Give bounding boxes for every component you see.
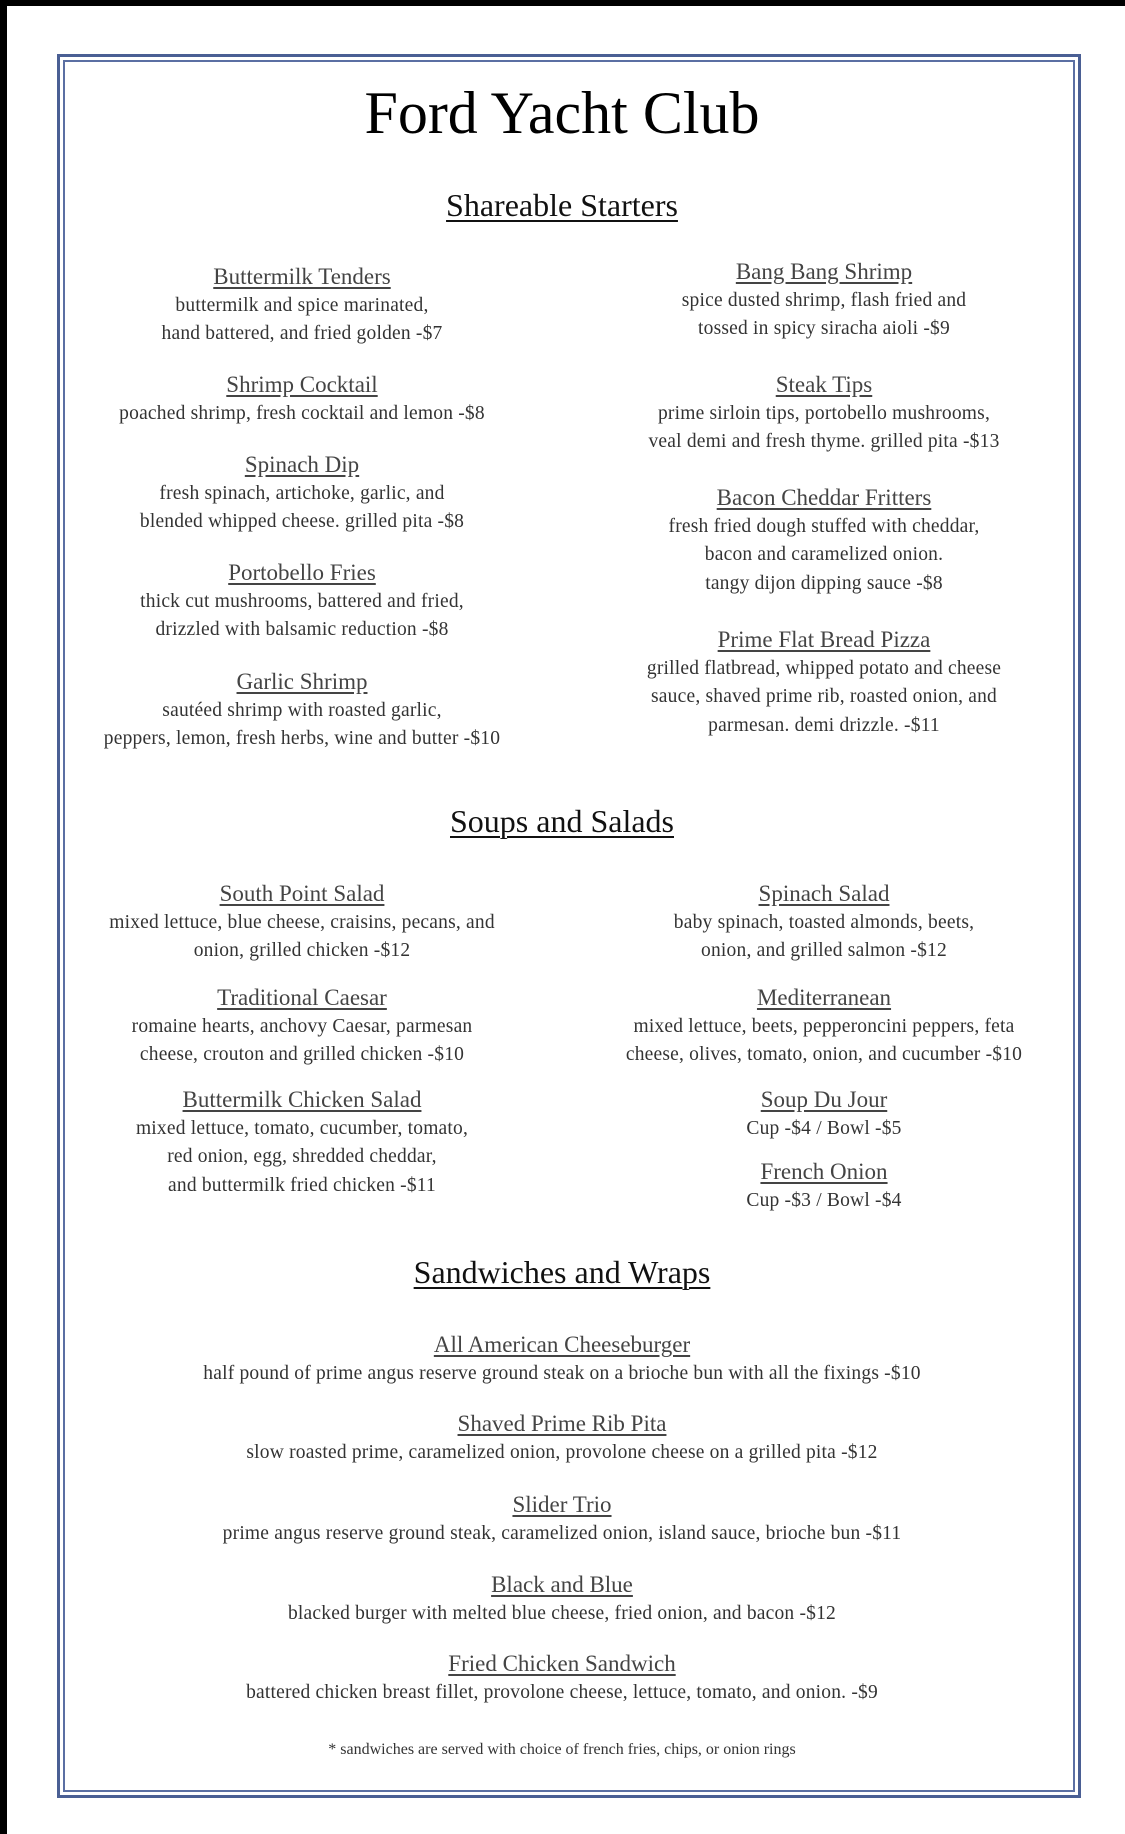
menu-item-name: French Onion — [760, 1159, 888, 1184]
menu-item-name: Black and Blue — [491, 1572, 633, 1597]
menu-item-name: Steak Tips — [775, 372, 873, 397]
description-line: and buttermilk fried chicken -$11 — [168, 1174, 436, 1196]
description-line: red onion, egg, shredded cheddar, — [167, 1146, 437, 1168]
description-line: blended whipped cheese. grilled pita -$8 — [139, 511, 465, 533]
menu-item-description — [162, 292, 443, 349]
menu-item-description — [109, 909, 495, 966]
menu-item-name: Bang Bang Shrimp — [735, 259, 913, 284]
menu-item-name: Spinach Dip — [244, 452, 360, 477]
menu-item-name: Shrimp Cocktail — [226, 372, 378, 397]
menu-item — [136, 1085, 468, 1200]
menu-item — [140, 558, 464, 645]
menu-item-name: Soup Du Jour — [760, 1087, 888, 1112]
menu-item-description — [647, 655, 1001, 740]
menu-item — [626, 983, 1022, 1070]
menu-item-description — [288, 1600, 836, 1628]
menu-item-name: Traditional Caesar — [217, 985, 387, 1010]
menu-item-name: Portobello Fries — [228, 560, 376, 585]
menu-item-description — [674, 909, 974, 966]
description-line: bacon and caramelized onion. — [704, 544, 944, 566]
description-line: fresh fried dough stuffed with cheddar, — [668, 516, 980, 537]
menu-item-name: Garlic Shrimp — [236, 669, 368, 694]
menu-item — [119, 370, 485, 428]
menu-item-name: South Point Salad — [219, 881, 385, 906]
menu-item-name: Slider Trio — [512, 1492, 612, 1517]
menu-item-description — [140, 588, 464, 645]
description-line: battered chicken breast fillet, provolone cheese, lettuce, tomato, and onion. -$9 — [246, 1682, 878, 1703]
description-line: half pound of prime angus reserve ground steak on a brioche bun with all the fixings -$10 — [203, 1363, 921, 1384]
menu-item — [746, 1157, 901, 1215]
description-line: drizzled with balsamic reduction -$8 — [155, 619, 449, 641]
menu-item — [647, 625, 1001, 740]
menu-item-description — [119, 400, 485, 428]
section-heading: Sandwiches and Wraps — [413, 1254, 711, 1290]
description-line: cheese, crouton and grilled chicken -$10 — [139, 1044, 465, 1066]
description-line: prime sirloin tips, portobello mushrooms, — [657, 403, 991, 424]
menu-item-description — [246, 1439, 877, 1467]
menu-item — [648, 370, 999, 457]
menu-item — [288, 1570, 836, 1628]
description-line: veal demi and fresh thyme. grilled pita -$13 — [648, 431, 1000, 453]
menu-item-description — [223, 1520, 902, 1548]
description-line: blacked burger with melted blue cheese, fried onion, and bacon -$12 — [287, 1603, 837, 1624]
description-line: onion, grilled chicken -$12 — [193, 940, 411, 962]
menu-item-description — [140, 480, 464, 537]
menu-item-name: Shaved Prime Rib Pita — [457, 1411, 667, 1436]
description-line: slow roasted prime, caramelized onion, provolone cheese on a grilled pita -$12 — [246, 1442, 878, 1463]
menu-item-description — [648, 400, 999, 457]
description-line: baby spinach, toasted almonds, beets, — [673, 912, 975, 933]
description-line: sautéed shrimp with roasted garlic, — [162, 700, 442, 721]
description-line: tangy dijon dipping sauce -$8 — [705, 572, 943, 594]
description-line: grilled flatbread, whipped potato and cheese — [646, 658, 1002, 679]
description-line: thick cut mushrooms, battered and fried, — [140, 591, 464, 612]
menu-item-description — [669, 513, 980, 598]
description-line: onion, and grilled salmon -$12 — [701, 940, 947, 962]
menu-item-name: Bacon Cheddar Fritters — [716, 485, 932, 510]
menu-item-description — [136, 1115, 468, 1200]
menu-item-name: Mediterranean — [756, 985, 892, 1010]
menu-item — [674, 879, 974, 966]
menu-item-description — [682, 287, 966, 344]
menu-item-name: Buttermilk Chicken Salad — [182, 1087, 422, 1112]
menu-item-name: Spinach Salad — [758, 881, 890, 906]
menu-item-description — [746, 1187, 901, 1215]
menu-item-description — [746, 1115, 901, 1143]
description-line: prime angus reserve ground steak, caramelized onion, island sauce, brioche bun -$11 — [222, 1523, 902, 1544]
menu-item — [246, 1409, 877, 1467]
menu-item — [223, 1490, 902, 1548]
description-line: spice dusted shrimp, flash fried and — [681, 290, 967, 311]
menu-item-name: Prime Flat Bread Pizza — [717, 627, 931, 652]
description-line: tossed in spicy siracha aioli -$9 — [698, 318, 950, 340]
menu-item — [669, 483, 980, 598]
description-line: poached shrimp, fresh cocktail and lemon -$8 — [119, 403, 485, 424]
menu-title: Ford Yacht Club — [364, 80, 760, 146]
footnote: * sandwiches are served with choice of french fries, chips, or onion rings — [328, 1741, 796, 1758]
description-line: cheese, olives, tomato, onion, and cucumber -$10 — [625, 1044, 1023, 1066]
menu-item-name: Buttermilk Tenders — [213, 264, 391, 289]
menu-item-description — [132, 1013, 473, 1070]
menu-item — [132, 983, 473, 1070]
description-line: buttermilk and spice marinated, — [175, 295, 429, 316]
menu-item — [203, 1330, 920, 1388]
description-line: mixed lettuce, tomato, cucumber, tomato, — [135, 1118, 469, 1139]
section-heading: Soups and Salads — [450, 803, 674, 839]
description-line: mixed lettuce, beets, pepperoncini peppers, feta — [633, 1016, 1015, 1037]
menu-item-description — [246, 1679, 878, 1707]
description-line: Cup -$3 / Bowl -$4 — [746, 1190, 902, 1211]
description-line: parmesan. demi drizzle. -$11 — [708, 714, 940, 736]
menu-item — [109, 879, 495, 966]
description-line: romaine hearts, anchovy Caesar, parmesan — [131, 1016, 473, 1037]
description-line: mixed lettuce, blue cheese, craisins, pecans, and — [109, 912, 495, 933]
section-heading: Shareable Starters — [446, 187, 678, 223]
menu-item — [140, 450, 464, 537]
menu-item — [682, 257, 966, 344]
menu-item — [104, 667, 500, 754]
menu-item-description — [626, 1013, 1022, 1070]
description-line: Cup -$4 / Bowl -$5 — [746, 1118, 902, 1139]
menu-item — [746, 1085, 901, 1143]
description-line: peppers, lemon, fresh herbs, wine and butter -$10 — [103, 728, 501, 750]
menu-item-name: Fried Chicken Sandwich — [448, 1651, 676, 1676]
description-line: sauce, shaved prime rib, roasted onion, and — [651, 686, 997, 708]
menu-item-description — [104, 697, 500, 754]
menu-item-description — [203, 1360, 920, 1388]
description-line: hand battered, and fried golden -$7 — [161, 323, 443, 345]
description-line: fresh spinach, artichoke, garlic, and — [159, 483, 445, 504]
menu-item — [246, 1649, 878, 1707]
menu-item — [162, 262, 443, 349]
menu-item-name: All American Cheeseburger — [433, 1332, 691, 1357]
